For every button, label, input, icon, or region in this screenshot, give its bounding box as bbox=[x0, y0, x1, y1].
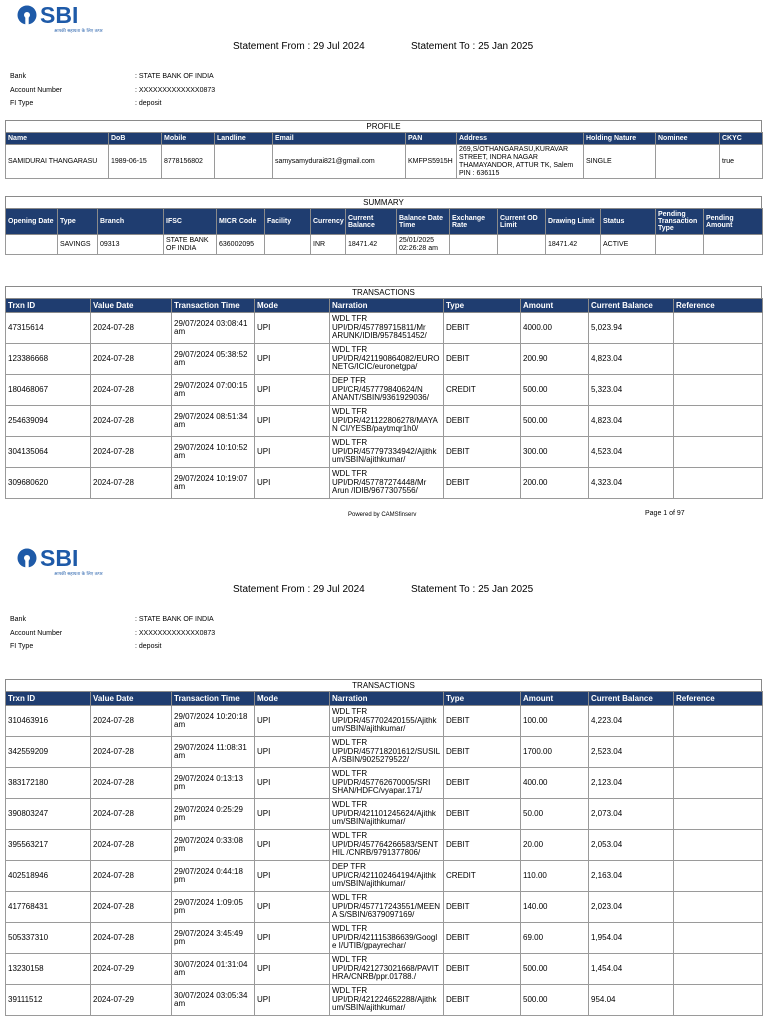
table-cell: 18471.42 bbox=[546, 235, 601, 255]
column-header: Pending Amount bbox=[704, 209, 763, 235]
table-cell: UPI bbox=[255, 799, 330, 830]
table-cell: UPI bbox=[255, 954, 330, 985]
sbi-logo bbox=[10, 547, 122, 581]
column-header: Currency bbox=[311, 209, 346, 235]
table-cell: STATE BANK OF INDIA bbox=[164, 235, 217, 255]
table-cell: 4,823.04 bbox=[589, 344, 674, 375]
table-cell: 636002095 bbox=[217, 235, 265, 255]
column-header: Opening Date bbox=[6, 209, 58, 235]
column-header: Facility bbox=[265, 209, 311, 235]
table-cell: 309680620 bbox=[6, 468, 91, 499]
table-cell: 505337310 bbox=[6, 923, 91, 954]
table-cell: 39111512 bbox=[6, 985, 91, 1016]
meta-row-account bbox=[10, 627, 215, 641]
table-row bbox=[6, 406, 763, 437]
transactions-header-row bbox=[6, 299, 763, 313]
table-cell: 1989-06-15 bbox=[109, 145, 162, 179]
table-cell: WDL TFR UPI/DR/421101245624/Ajithk um/SBIN/ajithkumar/ bbox=[330, 799, 444, 830]
meta-row-account bbox=[10, 84, 215, 98]
statement-page-2 bbox=[0, 543, 768, 1024]
table-cell: 2024-07-28 bbox=[91, 737, 172, 768]
table-cell: 20.00 bbox=[521, 830, 589, 861]
table-cell: 2024-07-28 bbox=[91, 923, 172, 954]
table-cell: DEBIT bbox=[444, 737, 521, 768]
column-header: Narration bbox=[330, 692, 444, 706]
table-cell: 310463916 bbox=[6, 706, 91, 737]
table-row bbox=[6, 313, 763, 344]
column-header: Mode bbox=[255, 692, 330, 706]
table-cell: SAVINGS bbox=[58, 235, 98, 255]
table-cell: 110.00 bbox=[521, 861, 589, 892]
table-cell: WDL TFR UPI/DR/421122806278/MAYA N CI/YESB/paytmqr1h0/ bbox=[330, 406, 444, 437]
logo-tagline: आपकी सहायता के लिए तत्पर bbox=[54, 29, 103, 34]
column-header: Current Balance bbox=[346, 209, 397, 235]
column-header: Value Date bbox=[91, 692, 172, 706]
column-header: Drawing Limit bbox=[546, 209, 601, 235]
column-header: Trxn ID bbox=[6, 299, 91, 313]
table-row bbox=[6, 706, 763, 737]
logo-tagline: आपकी सहायता के लिए तत्पर bbox=[54, 572, 103, 577]
table-cell: 29/07/2024 03:08:41 am bbox=[172, 313, 255, 344]
table-cell bbox=[674, 830, 763, 861]
column-header: Mode bbox=[255, 299, 330, 313]
table-cell bbox=[656, 145, 720, 179]
table-cell: 180468067 bbox=[6, 375, 91, 406]
table-cell: 30/07/2024 01:31:04 am bbox=[172, 954, 255, 985]
table-cell: 30/07/2024 03:05:34 am bbox=[172, 985, 255, 1016]
table-row bbox=[6, 892, 763, 923]
table-cell bbox=[674, 923, 763, 954]
table-cell bbox=[674, 892, 763, 923]
table-cell: 4,823.04 bbox=[589, 406, 674, 437]
table-row bbox=[6, 344, 763, 375]
table-cell bbox=[674, 468, 763, 499]
table-cell bbox=[674, 406, 763, 437]
table-cell: 2,073.04 bbox=[589, 799, 674, 830]
table-cell: 4,523.04 bbox=[589, 437, 674, 468]
table-cell: 2024-07-29 bbox=[91, 985, 172, 1016]
table-cell: 1,954.04 bbox=[589, 923, 674, 954]
table-cell: 29/07/2024 1:09:05 pm bbox=[172, 892, 255, 923]
table-cell: 8778156802 bbox=[162, 145, 215, 179]
table-cell: 100.00 bbox=[521, 706, 589, 737]
meta-key: FI Type bbox=[10, 100, 34, 107]
table-cell: 29/07/2024 0:13:13 pm bbox=[172, 768, 255, 799]
transactions-table bbox=[5, 691, 763, 1016]
svg-text:SBI: SBI bbox=[40, 547, 79, 571]
table-row bbox=[6, 375, 763, 406]
table-cell: UPI bbox=[255, 706, 330, 737]
table-cell: UPI bbox=[255, 923, 330, 954]
table-cell bbox=[674, 954, 763, 985]
table-cell bbox=[674, 375, 763, 406]
statement-to: Statement To : 25 Jan 2025 bbox=[411, 41, 534, 52]
table-cell: 2024-07-28 bbox=[91, 830, 172, 861]
table-cell bbox=[215, 145, 273, 179]
profile-data-row bbox=[6, 145, 763, 179]
table-cell bbox=[674, 861, 763, 892]
table-cell: 2024-07-28 bbox=[91, 375, 172, 406]
table-cell bbox=[6, 235, 58, 255]
table-cell: 2,523.04 bbox=[589, 737, 674, 768]
table-cell: DEBIT bbox=[444, 706, 521, 737]
table-row bbox=[6, 799, 763, 830]
table-cell: DEBIT bbox=[444, 923, 521, 954]
table-cell: WDL TFR UPI/DR/457762670005/SRI SHAN/HDFC/vyapar.171/ bbox=[330, 768, 444, 799]
table-cell: 25/01/2025 02:26:28 am bbox=[397, 235, 450, 255]
meta-value: : STATE BANK OF INDIA bbox=[135, 73, 214, 80]
column-header: Reference bbox=[674, 692, 763, 706]
meta-row-bank bbox=[10, 613, 215, 627]
table-cell: WDL TFR UPI/DR/457789715811/Mr ARUNK/IDIB/9578451452/ bbox=[330, 313, 444, 344]
column-header: Amount bbox=[521, 299, 589, 313]
profile-header-row bbox=[6, 133, 763, 145]
column-header: Narration bbox=[330, 299, 444, 313]
table-cell: 2024-07-28 bbox=[91, 706, 172, 737]
column-header: Current Balance bbox=[589, 692, 674, 706]
table-cell: 200.90 bbox=[521, 344, 589, 375]
table-cell: 395563217 bbox=[6, 830, 91, 861]
table-cell: 2,123.04 bbox=[589, 768, 674, 799]
table-cell: 140.00 bbox=[521, 892, 589, 923]
table-cell: ACTIVE bbox=[601, 235, 656, 255]
table-cell: 300.00 bbox=[521, 437, 589, 468]
table-row bbox=[6, 437, 763, 468]
transactions-table bbox=[5, 298, 763, 499]
summary-table bbox=[5, 208, 763, 255]
table-row bbox=[6, 861, 763, 892]
table-cell: 69.00 bbox=[521, 923, 589, 954]
table-cell: DEBIT bbox=[444, 437, 521, 468]
table-cell: WDL TFR UPI/DR/457717243551/MEEN A S/SBIN/6379097169/ bbox=[330, 892, 444, 923]
column-header: DoB bbox=[109, 133, 162, 145]
table-cell: 390803247 bbox=[6, 799, 91, 830]
table-row bbox=[6, 954, 763, 985]
table-cell: 254639094 bbox=[6, 406, 91, 437]
column-header: Landline bbox=[215, 133, 273, 145]
meta-key: FI Type bbox=[10, 643, 34, 650]
table-cell: 29/07/2024 07:00:15 am bbox=[172, 375, 255, 406]
table-cell: WDL TFR UPI/DR/457797334942/Ajithk um/SBIN/ajithkumar/ bbox=[330, 437, 444, 468]
table-cell: 2024-07-28 bbox=[91, 313, 172, 344]
table-cell: WDL TFR UPI/DR/457787274448/Mr Arun /IDIB/9677307556/ bbox=[330, 468, 444, 499]
column-header: Transaction Time bbox=[172, 692, 255, 706]
table-cell: 500.00 bbox=[521, 985, 589, 1016]
table-cell: 2,163.04 bbox=[589, 861, 674, 892]
table-cell: WDL TFR UPI/DR/421273021668/PAVIT HRA/CNRB/ppr.01788./ bbox=[330, 954, 444, 985]
table-cell: 2024-07-28 bbox=[91, 406, 172, 437]
table-cell: CREDIT bbox=[444, 861, 521, 892]
table-cell: samysamydurai821@gmail.com bbox=[273, 145, 406, 179]
table-row bbox=[6, 985, 763, 1016]
table-cell: 402518946 bbox=[6, 861, 91, 892]
account-meta bbox=[10, 70, 215, 111]
transactions-section-page-1 bbox=[5, 286, 762, 499]
column-header: Type bbox=[444, 299, 521, 313]
summary-data-row bbox=[6, 235, 763, 255]
table-cell: WDL TFR UPI/DR/421190864082/EURO NETG/ICIC/euronetgpa/ bbox=[330, 344, 444, 375]
column-header: Email bbox=[273, 133, 406, 145]
powered-by: Powered by CAMSfinserv bbox=[348, 512, 417, 518]
table-cell: 4,223.04 bbox=[589, 706, 674, 737]
account-meta bbox=[10, 613, 215, 654]
table-cell: 954.04 bbox=[589, 985, 674, 1016]
column-header: Current Balance bbox=[589, 299, 674, 313]
table-cell: UPI bbox=[255, 313, 330, 344]
table-cell: DEP TFR UPI/CR/421102464194/Ajithk um/SBIN/ajithkumar/ bbox=[330, 861, 444, 892]
table-cell: 2024-07-29 bbox=[91, 954, 172, 985]
meta-key: Bank bbox=[10, 73, 26, 80]
table-cell bbox=[674, 313, 763, 344]
table-cell: 2,023.04 bbox=[589, 892, 674, 923]
table-cell: 5,323.04 bbox=[589, 375, 674, 406]
column-header: Amount bbox=[521, 692, 589, 706]
table-row bbox=[6, 737, 763, 768]
table-cell: 4000.00 bbox=[521, 313, 589, 344]
table-cell: 2024-07-28 bbox=[91, 861, 172, 892]
column-header: Nominee bbox=[656, 133, 720, 145]
transactions-title: TRANSACTIONS bbox=[5, 286, 762, 298]
table-cell bbox=[674, 437, 763, 468]
statement-from: Statement From : 29 Jul 2024 bbox=[233, 41, 365, 52]
table-cell: 29/07/2024 08:51:34 am bbox=[172, 406, 255, 437]
column-header: Reference bbox=[674, 299, 763, 313]
table-row bbox=[6, 468, 763, 499]
table-cell: DEBIT bbox=[444, 985, 521, 1016]
table-row bbox=[6, 830, 763, 861]
statement-to: Statement To : 25 Jan 2025 bbox=[411, 584, 534, 595]
meta-value: : XXXXXXXXXXXXX0873 bbox=[135, 629, 216, 637]
column-header: Holding Nature bbox=[584, 133, 656, 145]
transactions-header-row bbox=[6, 692, 763, 706]
table-cell: 29/07/2024 0:25:29 pm bbox=[172, 799, 255, 830]
table-cell: WDL TFR UPI/DR/457764266583/SENT HIL /CNRB/9791377806/ bbox=[330, 830, 444, 861]
summary-title: SUMMARY bbox=[5, 196, 762, 208]
table-cell: DEBIT bbox=[444, 799, 521, 830]
table-cell: DEBIT bbox=[444, 954, 521, 985]
table-cell bbox=[450, 235, 498, 255]
transactions-title: TRANSACTIONS bbox=[5, 679, 762, 691]
transactions-section-page-2 bbox=[5, 679, 762, 1016]
table-cell: 400.00 bbox=[521, 768, 589, 799]
column-header: Trxn ID bbox=[6, 692, 91, 706]
column-header: Current OD Limit bbox=[498, 209, 546, 235]
table-cell: WDL TFR UPI/DR/421115386639/Googl e I/UTIB/gpayrechar/ bbox=[330, 923, 444, 954]
meta-row-bank bbox=[10, 70, 215, 84]
table-cell: INR bbox=[311, 235, 346, 255]
page-number: Page 1 of 97 bbox=[645, 510, 685, 517]
column-header: Name bbox=[6, 133, 109, 145]
meta-value: : deposit bbox=[135, 100, 162, 107]
table-cell bbox=[674, 768, 763, 799]
table-cell: true bbox=[720, 145, 763, 179]
summary-section bbox=[5, 196, 762, 255]
table-cell bbox=[674, 344, 763, 375]
summary-header-row bbox=[6, 209, 763, 235]
column-header: Transaction Time bbox=[172, 299, 255, 313]
profile-table bbox=[5, 132, 763, 179]
table-cell bbox=[674, 737, 763, 768]
column-header: Mobile bbox=[162, 133, 215, 145]
table-cell: DEBIT bbox=[444, 313, 521, 344]
table-cell: DEBIT bbox=[444, 468, 521, 499]
table-cell: UPI bbox=[255, 830, 330, 861]
svg-text:SBI: SBI bbox=[40, 4, 79, 28]
column-header: Address bbox=[457, 133, 584, 145]
table-cell: 29/07/2024 10:10:52 am bbox=[172, 437, 255, 468]
table-cell: WDL TFR UPI/DR/457702420155/Ajithk um/SBIN/ajithkumar/ bbox=[330, 706, 444, 737]
page-header bbox=[0, 0, 768, 60]
table-cell: 13230158 bbox=[6, 954, 91, 985]
profile-title: PROFILE bbox=[5, 120, 762, 132]
table-cell bbox=[704, 235, 763, 255]
profile-section bbox=[5, 120, 762, 179]
table-cell: 2024-07-28 bbox=[91, 768, 172, 799]
table-cell: 29/07/2024 0:44:18 pm bbox=[172, 861, 255, 892]
table-cell: DEP TFR UPI/CR/457779840624/N ANANT/SBIN/9361929036/ bbox=[330, 375, 444, 406]
table-cell: 29/07/2024 05:38:52 am bbox=[172, 344, 255, 375]
table-cell bbox=[674, 799, 763, 830]
table-cell: UPI bbox=[255, 468, 330, 499]
table-cell bbox=[265, 235, 311, 255]
table-cell: UPI bbox=[255, 985, 330, 1016]
table-cell: 50.00 bbox=[521, 799, 589, 830]
table-cell: KMFPS5915H bbox=[406, 145, 457, 179]
table-cell bbox=[674, 985, 763, 1016]
table-cell: 2,053.04 bbox=[589, 830, 674, 861]
table-cell: SAMIDURAI THANGARASU bbox=[6, 145, 109, 179]
meta-value: : STATE BANK OF INDIA bbox=[135, 616, 214, 623]
meta-row-fitype bbox=[10, 640, 215, 654]
meta-value: : XXXXXXXXXXXXX0873 bbox=[135, 86, 216, 94]
meta-key: Account Number bbox=[10, 629, 63, 637]
column-header: Type bbox=[58, 209, 98, 235]
meta-value: : deposit bbox=[135, 643, 162, 650]
table-cell: DEBIT bbox=[444, 406, 521, 437]
meta-key: Bank bbox=[10, 616, 26, 623]
table-cell: 1700.00 bbox=[521, 737, 589, 768]
table-cell: UPI bbox=[255, 861, 330, 892]
column-header: IFSC bbox=[164, 209, 217, 235]
column-header: PAN bbox=[406, 133, 457, 145]
table-cell: 500.00 bbox=[521, 954, 589, 985]
table-cell: WDL TFR UPI/DR/421224652288/Ajithk um/SBIN/ajithkumar/ bbox=[330, 985, 444, 1016]
table-cell: 383172180 bbox=[6, 768, 91, 799]
table-cell: 4,323.04 bbox=[589, 468, 674, 499]
table-cell: 47315614 bbox=[6, 313, 91, 344]
table-cell: 2024-07-28 bbox=[91, 468, 172, 499]
meta-key: Account Number bbox=[10, 86, 63, 94]
page-header bbox=[0, 543, 768, 603]
table-cell: CREDIT bbox=[444, 375, 521, 406]
column-header: Branch bbox=[98, 209, 164, 235]
table-cell: 29/07/2024 10:19:07 am bbox=[172, 468, 255, 499]
column-header: CKYC bbox=[720, 133, 763, 145]
column-header: Exchange Rate bbox=[450, 209, 498, 235]
table-cell: 304135064 bbox=[6, 437, 91, 468]
table-cell: 1,454.04 bbox=[589, 954, 674, 985]
table-cell: 29/07/2024 3:45:49 pm bbox=[172, 923, 255, 954]
table-cell: 2024-07-28 bbox=[91, 437, 172, 468]
column-header: Pending Transaction Type bbox=[656, 209, 704, 235]
table-cell: 29/07/2024 10:20:18 am bbox=[172, 706, 255, 737]
table-row bbox=[6, 923, 763, 954]
table-cell: 29/07/2024 11:08:31 am bbox=[172, 737, 255, 768]
column-header: Balance Date Time bbox=[397, 209, 450, 235]
column-header: MICR Code bbox=[217, 209, 265, 235]
table-cell: UPI bbox=[255, 892, 330, 923]
table-cell: 269,S/OTHANGARASU,KURAVAR STREET, INDRA NAGAR THAMAYANDOR, ATTUR TK, Salem PIN : 636115 bbox=[457, 145, 584, 179]
table-cell: UPI bbox=[255, 737, 330, 768]
meta-row-fitype bbox=[10, 97, 215, 111]
table-cell: 200.00 bbox=[521, 468, 589, 499]
table-cell bbox=[498, 235, 546, 255]
table-cell: UPI bbox=[255, 768, 330, 799]
column-header: Type bbox=[444, 692, 521, 706]
column-header: Status bbox=[601, 209, 656, 235]
table-cell: 500.00 bbox=[521, 375, 589, 406]
table-cell: 18471.42 bbox=[346, 235, 397, 255]
table-cell: UPI bbox=[255, 406, 330, 437]
table-cell: 09313 bbox=[98, 235, 164, 255]
table-cell: DEBIT bbox=[444, 768, 521, 799]
table-cell bbox=[656, 235, 704, 255]
table-cell: UPI bbox=[255, 437, 330, 468]
table-cell: SINGLE bbox=[584, 145, 656, 179]
table-cell: 417768431 bbox=[6, 892, 91, 923]
table-cell: 2024-07-28 bbox=[91, 892, 172, 923]
table-cell: DEBIT bbox=[444, 344, 521, 375]
table-cell bbox=[674, 706, 763, 737]
table-cell: 342559209 bbox=[6, 737, 91, 768]
sbi-logo bbox=[10, 4, 122, 38]
table-cell: UPI bbox=[255, 344, 330, 375]
statement-from: Statement From : 29 Jul 2024 bbox=[233, 584, 365, 595]
table-cell: DEBIT bbox=[444, 892, 521, 923]
table-cell: WDL TFR UPI/DR/457718201612/SUSIL A /SBIN/9025279522/ bbox=[330, 737, 444, 768]
column-header: Value Date bbox=[91, 299, 172, 313]
table-cell: 123386668 bbox=[6, 344, 91, 375]
table-cell: 500.00 bbox=[521, 406, 589, 437]
table-cell: 2024-07-28 bbox=[91, 799, 172, 830]
table-cell: 29/07/2024 0:33:08 pm bbox=[172, 830, 255, 861]
table-row bbox=[6, 768, 763, 799]
table-cell: 5,023.94 bbox=[589, 313, 674, 344]
table-cell: UPI bbox=[255, 375, 330, 406]
table-cell: 2024-07-28 bbox=[91, 344, 172, 375]
table-cell: DEBIT bbox=[444, 830, 521, 861]
